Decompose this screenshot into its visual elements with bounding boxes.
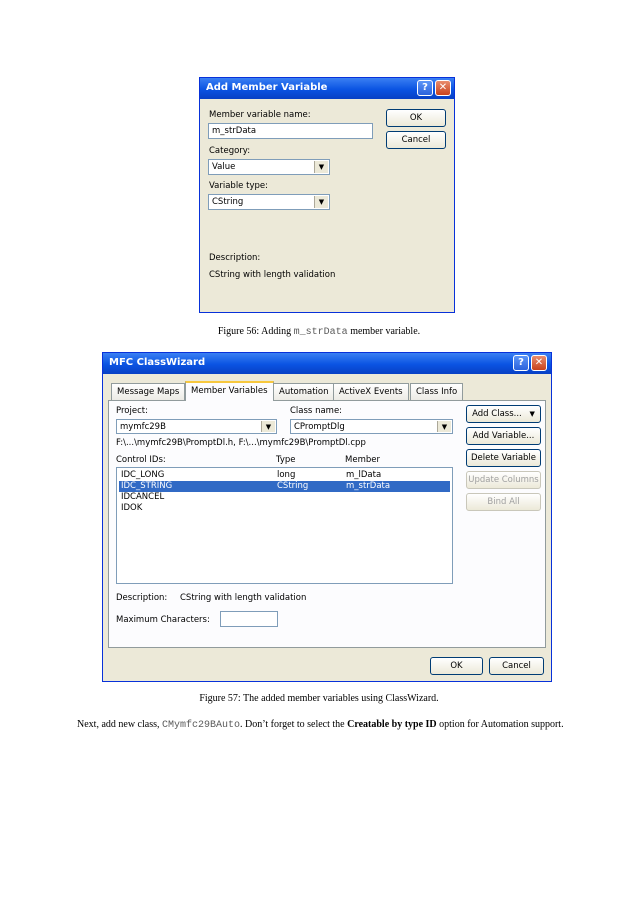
- type-header: Type: [276, 455, 296, 465]
- body-code: CMymfc29BAuto: [161, 720, 240, 731]
- max-characters-input[interactable]: [220, 611, 278, 627]
- class-name-value: CPromptDlg: [294, 422, 345, 432]
- bind-all-button[interactable]: Bind All: [466, 493, 541, 511]
- list-item-selected[interactable]: [119, 481, 450, 492]
- control-ids-header: Control IDs:: [116, 455, 166, 465]
- member-name-label: Member variable name:: [209, 110, 311, 120]
- description-value: CString with length validation: [209, 270, 336, 280]
- body-paragraph: [77, 718, 567, 733]
- cancel-button[interactable]: Cancel: [386, 131, 446, 149]
- class-name-label: Class name:: [290, 406, 343, 416]
- chevron-down-icon[interactable]: ▼: [261, 421, 275, 432]
- control-id: IDC_STRING: [121, 481, 173, 491]
- body-text: Next, add new class,: [77, 719, 162, 730]
- description-value: CString with length validation: [180, 593, 307, 603]
- figure-56-caption: [0, 326, 638, 338]
- close-icon: ✕: [438, 82, 448, 93]
- project-label: Project:: [116, 406, 148, 416]
- close-button[interactable]: [531, 355, 547, 371]
- member-name-input[interactable]: m_strData: [208, 123, 373, 139]
- close-button[interactable]: [435, 80, 451, 96]
- dialog-title: MFC ClassWizard: [109, 357, 206, 368]
- ok-button[interactable]: OK: [386, 109, 446, 127]
- dialog-title-bar[interactable]: [103, 353, 551, 374]
- dialog-title-bar[interactable]: [200, 78, 454, 99]
- tab-message-maps[interactable]: Message Maps: [111, 383, 185, 400]
- description-label: Description:: [116, 593, 168, 603]
- tab-panel: [108, 400, 546, 648]
- delete-variable-button[interactable]: Delete Variable: [466, 449, 541, 467]
- body-text: . Don’t forget to select the: [240, 719, 348, 730]
- file-path: F:\...\mymfc29B\PromptDl.h, F:\...\mymfc29B\PromptDl.cpp: [116, 438, 366, 448]
- member-header: Member: [345, 455, 380, 465]
- body-text: option for Automation support.: [436, 719, 564, 730]
- help-button[interactable]: [513, 355, 529, 371]
- control-id: IDC_LONG: [121, 470, 165, 480]
- variable-type-value: CString: [212, 197, 244, 207]
- caption-text: Figure 56: Adding: [217, 326, 294, 337]
- update-columns-button[interactable]: Update Columns: [466, 471, 541, 489]
- variable-type-combo[interactable]: [208, 194, 330, 210]
- help-icon: ?: [518, 357, 524, 368]
- chevron-down-icon[interactable]: ▼: [437, 421, 451, 432]
- project-value: mymfc29B: [120, 422, 166, 432]
- tab-activex-events[interactable]: ActiveX Events: [333, 383, 409, 400]
- control-id: IDOK: [121, 503, 143, 513]
- control-id: IDCANCEL: [121, 492, 165, 502]
- control-ids-list[interactable]: [116, 467, 453, 584]
- chevron-down-icon[interactable]: ▼: [314, 196, 328, 208]
- category-label: Category:: [209, 146, 251, 156]
- tab-member-variables[interactable]: Member Variables: [185, 381, 274, 401]
- control-member: m_strData: [346, 481, 391, 491]
- control-member: m_lData: [346, 470, 382, 480]
- ok-button[interactable]: OK: [430, 657, 483, 675]
- add-class-button[interactable]: [466, 405, 541, 423]
- tab-class-info[interactable]: Class Info: [410, 383, 463, 400]
- add-member-variable-dialog: [199, 77, 455, 313]
- chevron-down-icon[interactable]: ▼: [314, 161, 328, 173]
- figure-57-caption: Figure 57: The added member variables using ClassWizard.: [199, 693, 439, 704]
- add-class-label: Add Class...: [472, 409, 522, 419]
- description-label: Description:: [209, 253, 261, 263]
- caption-code: m_strData: [293, 327, 348, 338]
- category-value: Value: [212, 162, 236, 172]
- add-variable-button[interactable]: Add Variable...: [466, 427, 541, 445]
- variable-type-label: Variable type:: [209, 181, 268, 191]
- project-combo[interactable]: [116, 419, 277, 434]
- body-bold: Creatable by type ID: [347, 719, 437, 730]
- close-icon: ✕: [534, 357, 544, 368]
- chevron-down-icon: ▼: [529, 410, 535, 418]
- category-combo[interactable]: [208, 159, 330, 175]
- max-characters-label: Maximum Characters:: [116, 615, 210, 625]
- dialog-title: Add Member Variable: [206, 82, 328, 93]
- control-type: CString: [277, 481, 309, 491]
- help-button[interactable]: [417, 80, 433, 96]
- list-item[interactable]: [119, 503, 450, 514]
- tab-automation[interactable]: Automation: [273, 383, 335, 400]
- list-item[interactable]: [119, 492, 450, 503]
- control-type: long: [277, 470, 296, 480]
- list-item[interactable]: [119, 470, 450, 481]
- cancel-button[interactable]: Cancel: [489, 657, 544, 675]
- help-icon: ?: [422, 82, 428, 93]
- caption-text-end: member variable.: [347, 326, 421, 337]
- class-name-combo[interactable]: [290, 419, 453, 434]
- mfc-classwizard-dialog: [102, 352, 552, 682]
